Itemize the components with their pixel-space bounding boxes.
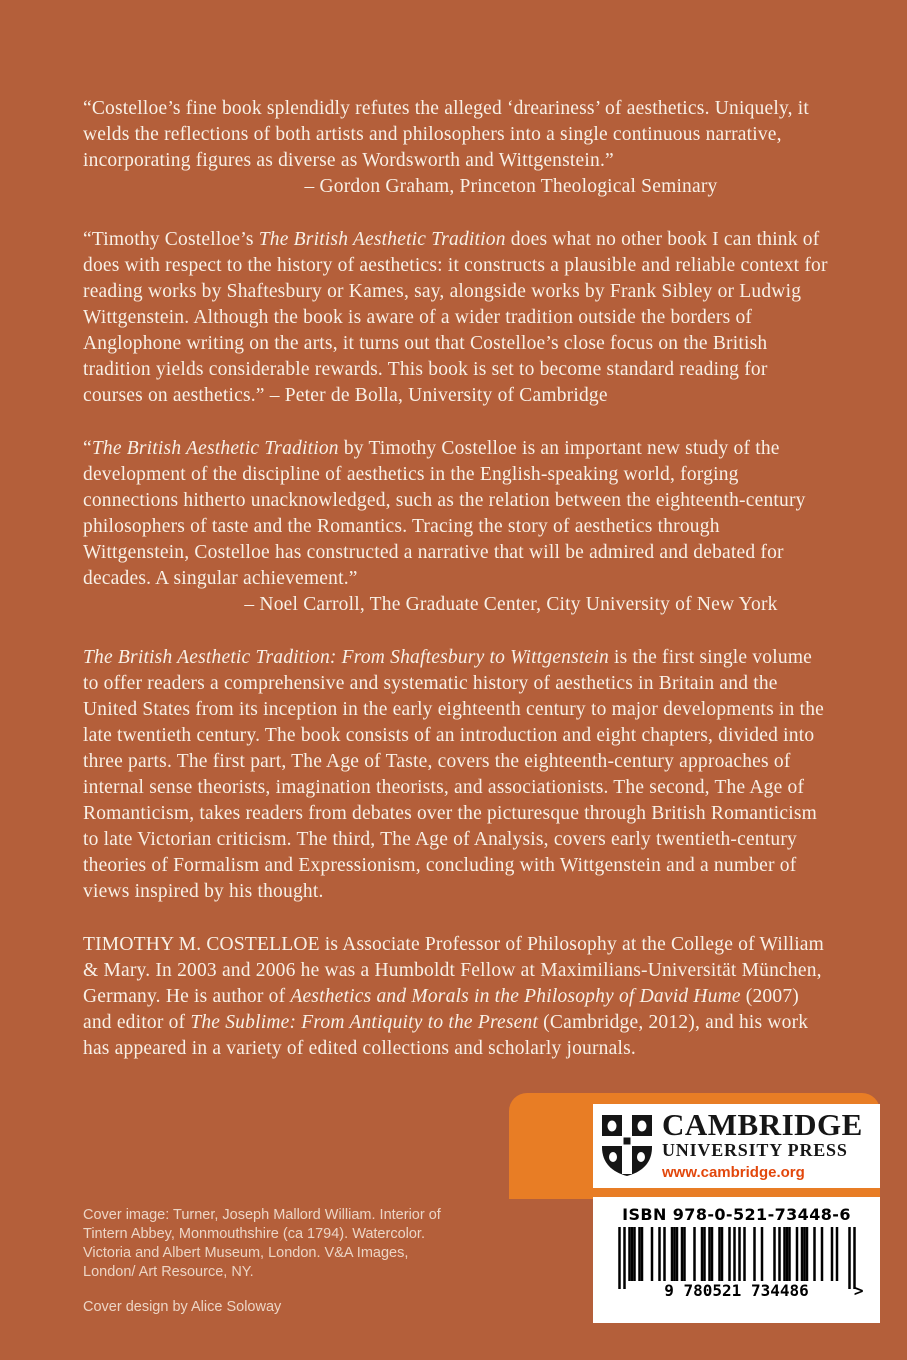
quote-attribution: – Noel Carroll, The Graduate Center, City University of New York — [244, 594, 778, 615]
cover-design-credit: Cover design by Alice Soloway — [83, 1299, 282, 1315]
barcode-digits-row — [618, 1281, 864, 1300]
barcode-digits: 9 780521 734486 — [660, 1281, 813, 1300]
publisher-name-line2: UNIVERSITY PRESS — [662, 1140, 848, 1160]
review-quote-3 — [83, 436, 829, 618]
publisher-wordmark — [662, 1107, 863, 1182]
quote-text: “Costelloe’s fine book splendidly refutes the alleged ‘dreariness’ of aesthetics. Uniquely, it welds the reflections of both artists and philosophers into a single continuous narrative, incorporating figures as diverse as Wordsworth and Wittgenstein.” — [83, 98, 810, 171]
barcode — [618, 1227, 856, 1289]
quote-attribution: – Gordon Graham, Princeton Theological Seminary — [304, 176, 718, 197]
publisher-website: www.cambridge.org — [662, 1164, 805, 1181]
cambridge-logo-box — [593, 1104, 880, 1188]
review-quote-1 — [83, 96, 829, 200]
description-text: The British Aesthetic Tradition: From Shaftesbury to Wittgenstein is the first single volume to offer readers a comprehensive and systematic history of aesthetics in Britain and the United States from its inception in the early eighteenth century to major developments in the late twentieth century. The book consists of an introduction and eight chapters, divided into three parts. The first part, The Age of Taste, covers the eighteenth-century approaches of internal sense theorists, imagination theorists, and associationists. The second, The Age of Romanticism, takes readers from debates over the picturesque through British Romanticism to late Victorian criticism. The third, The Age of Analysis, covers early twentieth-century theories of Formalism and Expressionism, concluding with Wittgenstein and a number of views inspired by his thought. — [83, 647, 824, 902]
quote-text: “Timothy Costelloe’s The British Aesthetic Tradition does what no other book I can think of does with respect to the history of aesthetics: it constructs a plausible and reliable context for reading works by Shaftesbury or Kames, say, alongside works by Frank Sibley or Ludwig Wittgenstein. Although the book is aware of a wider tradition outside the borders of Anglophone writing on the arts, it turns out that Costelloe’s close focus on the British tradition yields considerable rewards. This book is set to become standard reading for courses on aesthetics.” – Peter de Bolla, University of Cambridge — [83, 229, 828, 406]
barcode-end-mark: > — [853, 1281, 864, 1300]
cover-image-credit: Cover image: Turner, Joseph Mallord William. Interior of Tintern Abbey, Monmouthshire (ca 1794). Watercolor. Victoria and Albert Museum, London. V&A Images, London/ Art Resource, NY. — [83, 1207, 441, 1280]
quote-text: “The British Aesthetic Tradition by Timothy Costelloe is an important new study of the development of the discipline of aesthetics in the English-speaking world, forging connections hitherto unacknowledged, such as the relation between the eighteenth-century philosophers of taste and the Romantics. Tracing the story of aesthetics through Wittgenstein, Costelloe has constructed a narrative that will be admired and debated for decades. A singular achievement.” — [83, 438, 806, 589]
back-cover-text — [83, 96, 829, 1089]
review-quote-2 — [83, 227, 829, 409]
isbn-box — [593, 1197, 880, 1323]
publisher-block — [509, 1093, 880, 1199]
author-bio — [83, 932, 829, 1062]
isbn-label: ISBN 978-0-521-73448-6 — [622, 1205, 851, 1224]
publisher-name: CAMBRIDGE — [662, 1107, 863, 1142]
book-description — [83, 645, 829, 905]
credits — [83, 1206, 458, 1317]
author-bio-text: TIMOTHY M. COSTELLOE is Associate Professor of Philosophy at the College of William & Mary. In 2003 and 2006 he was a Humboldt Fellow at Maximilians-Universität München, Germany. He is author of Aesthetics and Morals in the Philosophy of David Hume (2007) and editor of The Sublime: From Antiquity to the Present (Cambridge, 2012), and his work has appeared in a variety of edited collections and scholarly journals. — [83, 934, 825, 1059]
cambridge-shield-logo-icon — [600, 1113, 654, 1179]
